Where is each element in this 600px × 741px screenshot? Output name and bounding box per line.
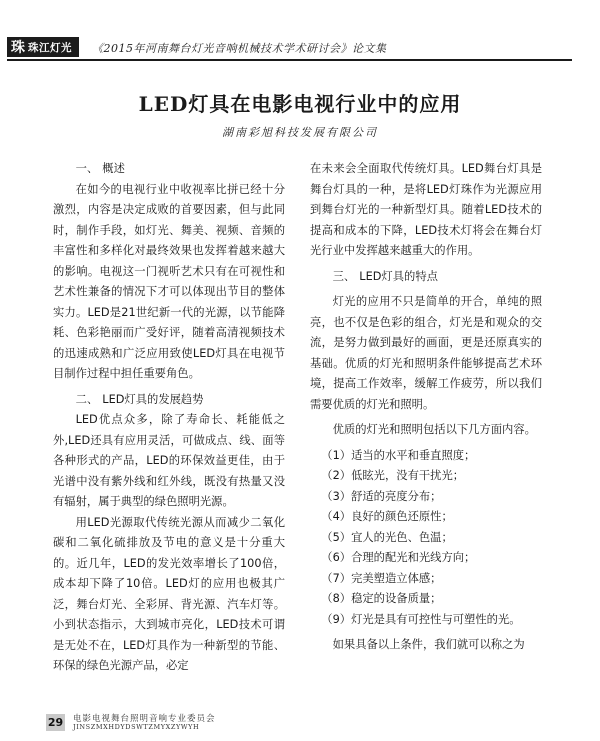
paragraph: 如果具备以上条件，我们就可以称之为 [332, 638, 525, 651]
section-heading-trend [53, 390, 285, 411]
article-title: LED灯具在电影电视行业中的应用 [138, 92, 462, 116]
list-item: （5）宜人的光色、色温； [321, 530, 453, 544]
logo-mark: 珠 [11, 40, 25, 56]
list-item: （2）低眩光，没有干扰光； [321, 469, 465, 482]
paragraph: 灯光的应用不只是简单的开合，单纯的照亮，也不仅是色彩的组合，灯光是和观众的交流，是努力做到最好的画面，更是还原真实的基础。优质的灯光和照明条件能够提高艺术环境，提高工作效率，缓解工作疲劳，所以我们需要优质的灯光和照明。 [310, 295, 542, 411]
list-item: （6）合理的配光和光线方向； [321, 551, 476, 564]
list-item: （4）良好的颜色还原性； [321, 510, 453, 523]
section-title: LED灯具的特点 [359, 269, 438, 283]
section-title: 概述 [102, 162, 125, 175]
paragraph: 优质的灯光和照明包括以下几方面内容。 [332, 423, 536, 436]
page-footer [46, 712, 546, 734]
section-heading-features [310, 267, 542, 288]
footer-journal-title: 电影电视舞台照明音响专业委员会 [73, 714, 216, 724]
paragraph: 在如今的电视行业中收视率比拼已经十分激烈，内容是决定成败的首要因素，但与此同时，制作手段，如灯光、舞美、视频、音频的丰富性和多样化对最终效果也发挥着越来越大的影响。电视这一门视听艺术只有在可视性和艺术性兼备的情况下才可以体现出节目的整体实力。LED是21世纪新一代的光源，以节能降耗、色彩艳丽而广受好评，随着高清视频技术的迅速成熟和广泛应用致使LED灯具在电视节目制作过程中担任重要角色。 [53, 182, 285, 380]
journal-header: 《2015年河南舞台灯光音响机械技术学术研讨会》论文集 [92, 42, 387, 55]
left-column [53, 159, 285, 677]
paragraph: LED优点众多，除了寿命长、耗能低之外,LED还具有应用灵活，可做成点、线、面等各种形式的产品，LED的环保效益更佳，由于光谱中没有紫外线和红外线，既没有热量又没有辐射，属于典型的绿色照明光源。 [53, 413, 285, 508]
quality-list [310, 446, 542, 631]
publisher-logo [7, 37, 79, 57]
list-item: （3）舒适的亮度分布； [321, 489, 442, 503]
list-item: （7）完美塑造立体感； [321, 571, 442, 585]
section-number: 二、 [75, 392, 99, 406]
footer-journal-pinyin: JINSZMXHDYDSWTZMYXZYWYH [73, 723, 200, 731]
section-number: 一、 [75, 162, 99, 175]
logo-name: 珠江灯光 [28, 41, 72, 54]
list-item: （8）稳定的设备质量； [321, 592, 442, 605]
page-number: 29 [47, 716, 64, 729]
paragraph: 用LED光源取代传统光源从而减少二氧化碳和二氧化硫排放及节电的意义是十分重大的。近几年，LED的发光效率增长了100倍，成本却下降了10倍。LED灯的应用也极其广泛，舞台灯光、全彩屏、背光源、汽车灯等。小到状态指示，大到城市亮化，LED技术可谓是无处不在，LED灯具作为一种新型的节能、环保的绿色光源产品，必定 [53, 515, 285, 672]
section-title: LED灯具的发展趋势 [102, 392, 204, 406]
right-column [310, 159, 542, 656]
header-divider [7, 59, 572, 61]
section-number: 三、 [332, 269, 356, 283]
list-item: （9）灯光是具有可控性与可塑性的光。 [321, 612, 521, 626]
section-heading-overview [53, 159, 285, 180]
paragraph: 在未来会全面取代传统灯具。LED舞台灯具是舞台灯具的一种，是将LED灯珠作为光源应用到舞台灯光的一种新型灯具。随着LED技术的提高和成本的下降，LED技术灯将会在舞台灯光行业中发挥越来越重大的作用。 [310, 162, 542, 257]
list-item: （1）适当的水平和垂直照度； [321, 448, 476, 462]
article-author: 湖南彩旭科技发展有限公司 [222, 126, 378, 139]
